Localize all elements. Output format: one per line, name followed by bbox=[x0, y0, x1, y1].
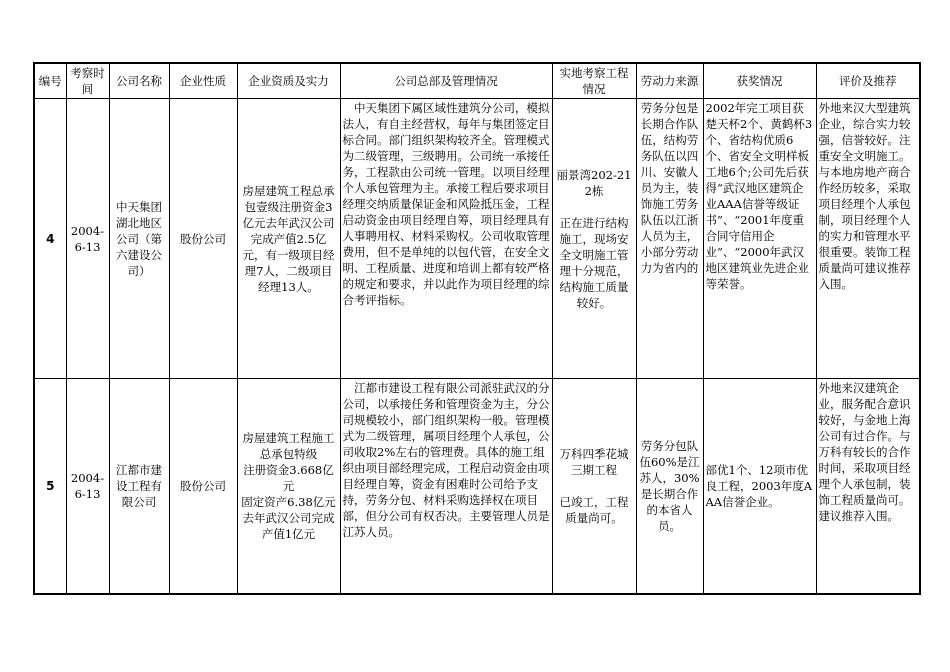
header-awards: 获奖情况 bbox=[703, 63, 816, 99]
header-site: 实地考察工程情况 bbox=[552, 63, 636, 99]
row-evaluation: 外地来汉建筑企业，服务配合意识较好，与金地上海公司有过合作。与万科有较长的合作时间，采取项目经理个人承包制，装饰工程质量尚可。建议推荐入围。 bbox=[816, 379, 920, 594]
row-date: 2004-6-13 bbox=[66, 99, 109, 379]
row-qualification: 房屋建筑工程施工总承包特级 注册资金3.668亿元 固定资产6.38亿元 去年武汉公司完成产值1亿元 bbox=[237, 379, 340, 594]
evaluation-page bbox=[33, 62, 921, 595]
row-labor: 劳务分包是长期合作队伍，结构劳务队伍以四川、安徽人员为主，装饰施工劳务队伍以江浙人员为主，小部分劳动力为省内的 bbox=[636, 99, 703, 379]
row-evaluation: 外地来汉大型建筑企业，综合实力较强，信誉较好。注重安全文明施工。与本地房地产商合作经历较多，采取项目经理个人承包制，项目经理个人的实力和管理水平很重要。装饰工程质量尚可建议推荐入围。 bbox=[816, 99, 920, 379]
row-qualification: 房屋建筑工程总承包壹级注册资金3亿元去年武汉公司完成产值2.5亿元，有一级项目经理7人，二级项目经理13人。 bbox=[237, 99, 340, 379]
table-row bbox=[34, 379, 920, 594]
header-id: 编号 bbox=[34, 63, 66, 99]
row-nature: 股份公司 bbox=[169, 379, 237, 594]
row-company: 中天集团湖北地区公司（第六建设公司） bbox=[109, 99, 169, 379]
row-awards: 2002年完工项目获楚天杯2个、黄鹤杯3个、省结构优质6个、省安全文明样板工地6个;公司先后获得“武汉地区建筑企业AAA信誉等级证书”、“2001年度重合同守信用企业”、“2000年武汉地区建筑业先进企业等荣誉。 bbox=[703, 99, 816, 379]
header-row bbox=[34, 63, 920, 99]
row-nature: 股份公司 bbox=[169, 99, 237, 379]
row-site: 丽景湾202-212栋 正在进行结构施工，现场安全文明施工管理十分规范，结构施工质量较好。 bbox=[552, 99, 636, 379]
row-id: 4 bbox=[34, 99, 66, 379]
row-management: 江都市建设工程有限公司派驻武汉的分公司，以承接任务和管理资金为主，分公司规模较小，部门组织架构一般。管理模式为二级管理，属项目经理个人承包，公司收取2%左右的管理费。具体的施工组织由项目部经理完成，工程启动资金由项目经理自筹，资金有困难时公司给予支持，劳务分包、材料采购选择权在项目部，但分公司有权否决。主要管理人员是江苏人员。 bbox=[340, 379, 552, 594]
contractor-evaluation-table bbox=[33, 62, 921, 595]
header-nature: 企业性质 bbox=[169, 63, 237, 99]
row-labor: 劳务分包队伍60%是江苏人，30%是长期合作的本省人员。 bbox=[636, 379, 703, 594]
row-management: 中天集团下属区域性建筑分公司，模拟法人，有自主经营权，每年与集团签定目标合同。部门组织架构较齐全。管理模式为二级管理，三级聘用。公司统一承接任务，工程款由公司统一管理。以项目经理个人承包管理为主。承接工程后要求项目经理交纳质量保证金和风险抵压金，工程启动资金由项目经理自筹，项目经理具有人事聘用权、材料采购权。公司收取管理费用，但不是单纯的以包代管，在安全文明、工程质量、进度和培训上都有较严格的规定和要求，并以此作为项目经理的综合考评指标。 bbox=[340, 99, 552, 379]
row-date: 2004-6-13 bbox=[66, 379, 109, 594]
row-site: 万科四季花城三期工程 已竣工，工程质量尚可。 bbox=[552, 379, 636, 594]
row-id: 5 bbox=[34, 379, 66, 594]
header-date: 考察时间 bbox=[66, 63, 109, 99]
table-row bbox=[34, 99, 920, 379]
header-management: 公司总部及管理情况 bbox=[340, 63, 552, 99]
header-labor: 劳动力来源 bbox=[636, 63, 703, 99]
header-qualification: 企业资质及实力 bbox=[237, 63, 340, 99]
header-company: 公司名称 bbox=[109, 63, 169, 99]
row-awards: 部优1个、12项市优良工程，2003年度AAA信誉企业。 bbox=[703, 379, 816, 594]
row-company: 江都市建设工程有限公司 bbox=[109, 379, 169, 594]
header-evaluation: 评价及推荐 bbox=[816, 63, 920, 99]
